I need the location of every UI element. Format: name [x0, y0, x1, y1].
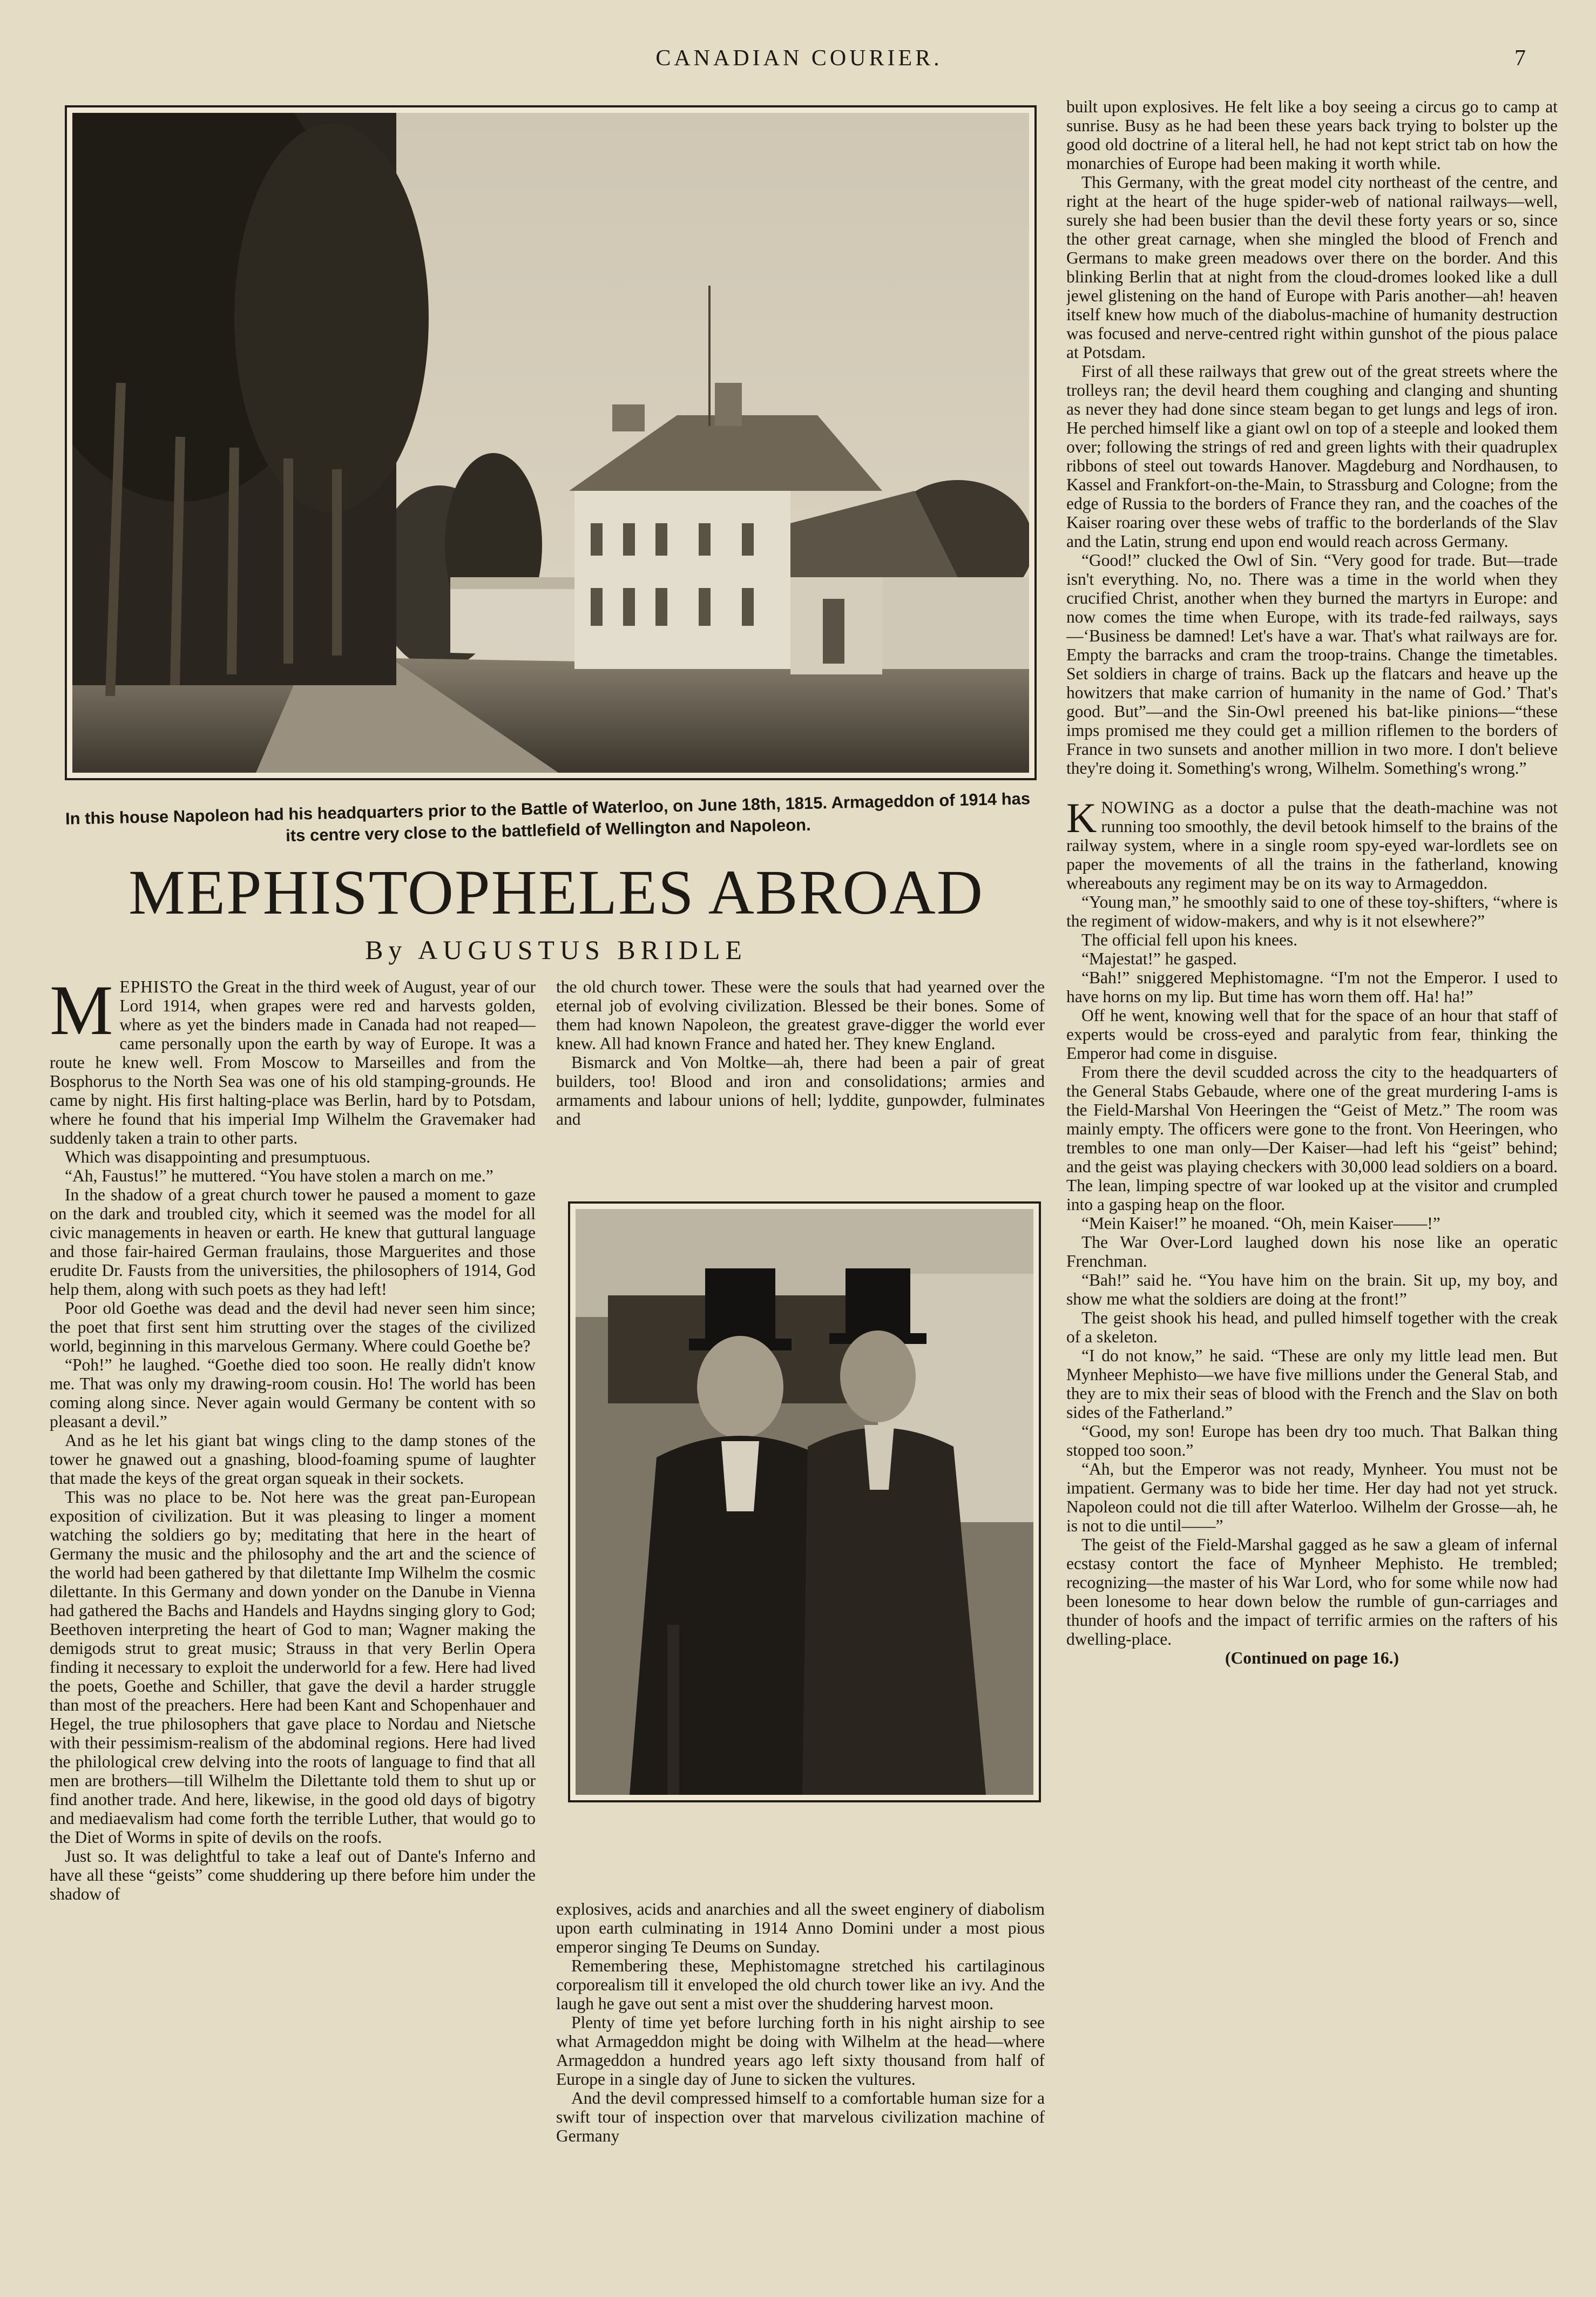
paragraph: “I do not know,” he said. “These are only my little lead men. But Mynheer Mephisto—we have five millions under the General Stab, and they are to mix their seas of blood with the French and the Slav on both sides of the Fatherland.” [1066, 1346, 1558, 1422]
paragraph: explosives, acids and anarchies and all the sweet enginery of diabolism upon earth culminating in 1914 Anno Domini under a most pious emperor singing Te Deums on Sunday. [556, 1900, 1045, 1956]
paragraph: “Poh!” he laughed. “Goethe died too soon. He really didn't know me. That was only my drawing-room cousin. Ho! The world has been coming along since. Never again would Germany be content with so pleasant a devil.” [50, 1355, 536, 1431]
paragraph: built upon explosives. He felt like a boy seeing a circus go to camp at sunrise. Busy as he had been these years back trying to bolster up the good old doctrine of a literal hell, he had not kept strict tab on how the monarchies of Europe had been making it worth while. [1066, 97, 1558, 173]
section-break [1066, 778, 1558, 798]
article-column-2-bottom [556, 1900, 1045, 2224]
paragraph: From there the devil scudded across the city to the headquarters of the General Stabs Gebaude, where one of the great murdering I-ams is the Field-Marshal Von Heeringen the “Geist of Metz.” The room was mainly empty. The officers were gone to the front. Von Heeringen, who trembles to one man only—Der Kaiser—had left his “geist” behind; and the geist was playing checkers with 30,000 lead soldiers on a board. The lean, limping spectre of war looked up at the visitor and crumpled into a gasping heap on the floor. [1066, 1063, 1558, 1214]
paragraph: In the shadow of a great church tower he paused a moment to gaze on the dark and troubled city, which it seemed was the model for all civic managements in heaven or earth. He knew that guttural language and those fair-haired German fraulains, those Marguerites and those erudite Dr. Fausts from the universities, the philosophers of 1914, God help them, along with such poets as they had left! [50, 1185, 536, 1299]
napoleon-photo-caption: In this house Napoleon had his headquarters prior to the Battle of Waterloo, on June 18th, 1815. Armageddon of 1914 has its centre very close to the battlefield of Wellington and Napoleon. [65, 789, 1031, 846]
kitchener-haldane-photo [568, 1201, 1041, 1802]
paragraph: “Bah!” sniggered Mephistomagne. “I'm not the Emperor. I used to have horns on my lip. But time has worn them off. Ha! ha!” [1066, 968, 1558, 1006]
lead-in: EPHISTO [119, 977, 193, 996]
paragraph: Off he went, knowing well that for the space of an hour that staff of experts would be cross-eyed and paralytic from fear, thinking the Emperor had come in disguise. [1066, 1006, 1558, 1063]
paragraph-lead [50, 977, 536, 1147]
paragraph: “Young man,” he smoothly said to one of these toy-shifters, “where is the regiment of widow-makers, and why is it not elsewhere?” [1066, 893, 1558, 930]
paragraph: Just so. It was delightful to take a leaf out of Dante's Inferno and have all these “geists” come shuddering up there before him under the shadow of [50, 1847, 536, 1903]
paragraph: Remembering these, Mephistomagne stretched his cartilaginous corporealism till it enveloped the old church tower like an ivy. And the laugh he gave out sent a mist over the shuddering harvest moon. [556, 1956, 1045, 2013]
paragraph: “Majestat!” he gasped. [1081, 949, 1237, 968]
paragraph: “Good!” clucked the Owl of Sin. “Very good for trade. But—trade isn't everything. No, no. There was a time in the world when they crucified Christ, another when they burned the martyrs in Europe: and now comes the time when Europe, with its trade-fed railways, says—‘Business be damned! Let's have a war. That's what railways are for. Empty the barracks and cram the troop-trains. Change the timetables. Set soldiers in charge of trains. Back up the flatcars and heave up the howitzers that make carrion of humanity in the name of God.’ That's good. But”—and the Sin-Owl preened his bat-like pinions—“these imps promised me they could get a million riflemen to the borders of France in two sunsets and another million in two more. I don't believe they're doing it. Something's wrong, Wilhelm. Something's wrong.” [1066, 551, 1558, 778]
drop-cap-2: K [1066, 794, 1097, 841]
paragraph: And as he let his giant bat wings cling to the damp stones of the tower he gnawed out a gnashing, blood-foaming spume of laughter that made the keys of the great organ squeak in their sockets. [50, 1431, 536, 1488]
paragraph: Which was disappointing and presumptuous. [65, 1147, 371, 1166]
lead-text: the Great in the third week of August, year of our Lord 1914, when grapes were red and harvests golden, where as yet the binders made in Canada had not reaped—came personally upon the earth by way of Europe. It was a route he knew well. From Moscow to Marseilles and from the Bosphorus to the North Sea was one of his old stamping-grounds. He came by night. His first halting-place was Berlin, hard by to Potsdam, where he found that his imperial Imp Wilhelm the Gravemaker had suddenly taken a train to other parts. [50, 977, 536, 1147]
running-head: CANADIAN COURIER. [655, 46, 943, 71]
lead-text-2: as a doctor a pulse that the death-machine was not running too smoothly, the devil betook himself to the brains of the railway system, where in a single room spy-eyed war-lordlets see on paper the movements of all the trains in the fatherland, knowing whereabouts any regiment may be on its way to Armageddon. [1066, 798, 1558, 893]
paragraph: Bismarck and Von Moltke—ah, there had been a pair of great builders, too! Blood and iron and consolidations; armies and armaments and labour unions of hell; lyddite, gunpowder, fulminates and [556, 1053, 1045, 1129]
paragraph: “Ah, but the Emperor was not ready, Mynheer. You must not be impatient. Germany was to bide her time. Her day had not yet struck. Napoleon could not die till after Waterloo. Wilhelm der Grosse—ah, he is not to die until——” [1066, 1460, 1558, 1535]
lead-in-2: NOWING [1101, 798, 1175, 817]
paragraph: the old church tower. These were the souls that had yearned over the eternal job of evolving civilization. Blessed be their bones. Some of them had known Napoleon, the greatest grave-digger the world ever knew. All had known France and hated her. They knew England. [556, 977, 1045, 1053]
paragraph: “Mein Kaiser!” he moaned. “Oh, mein Kaiser——!” [1081, 1214, 1441, 1233]
drop-cap: M [50, 977, 113, 1050]
two-men-illustration [576, 1209, 1033, 1795]
article-column-1 [50, 977, 536, 2241]
paragraph: The War Over-Lord laughed down his nose like an operatic Frenchman. [1066, 1233, 1558, 1271]
paragraph: Poor old Goethe was dead and the devil had never seen him since; the poet that first sent him strutting over the stages of the civilized world, beginning in this marvelous Germany. Where could Goethe be? [50, 1299, 536, 1355]
napoleon-house-photo [65, 105, 1037, 780]
article-byline: By AUGUSTUS BRIDLE [365, 935, 747, 965]
house-landscape-illustration [72, 113, 1029, 773]
paragraph: “Good, my son! Europe has been dry too much. That Balkan thing stopped too soon.” [1066, 1422, 1558, 1460]
article-title: MEPHISTOPHELES ABROAD [129, 857, 984, 928]
paragraph: This Germany, with the great model city northeast of the centre, and right at the heart of the huge spider-web of national railways—well, surely she had been busier than the devil these forty years or so, since the other great carnage, when she mingled the blood of French and Germans to make green meadows over there on the border. And this blinking Berlin that at night from the cloud-dromes looked like a dull jewel glistening on the hand of Europe with Paris another—ah! heaven itself knew how much of the diabolus-machine of humanity destruction was focused and nerve-centred right within gunshot of the pious palace at Potsdam. [1066, 173, 1558, 362]
paragraph: The geist shook his head, and pulled himself together with the creak of a skeleton. [1066, 1308, 1558, 1346]
kitchener-haldane-image [576, 1209, 1033, 1795]
article-column-2-top [556, 977, 1045, 1172]
paragraph: And the devil compressed himself to a comfortable human size for a swift tour of inspection over that marvelous civilization machine of Germany [556, 2089, 1045, 2145]
paragraph: “Ah, Faustus!” he muttered. “You have stolen a march on me.” [65, 1166, 493, 1185]
paragraph: “Bah!” said he. “You have him on the brain. Sit up, my boy, and show me what the soldiers are doing at the front!” [1066, 1271, 1558, 1308]
continued-notice: (Continued on page 16.) [1225, 1649, 1399, 1667]
page-number: 7 [1514, 46, 1526, 71]
paragraph: Plenty of time yet before lurching forth in his night airship to see what Armageddon might be doing with Wilhelm at the head—where Armageddon a hundred years ago left sixty thousand from half of Europe in a single day of June to sicken the vultures. [556, 2013, 1045, 2089]
paragraph: The geist of the Field-Marshal gagged as he saw a gleam of infernal ecstasy contort the face of Mynheer Mephisto. He trembled; recognizing—the master of his War Lord, who for some while now had been lonesome to hear down below the rumble of gun-carriages and thunder of hoofs and the impact of terrific armies on the rafters of his dwelling-place. [1066, 1535, 1558, 1649]
paragraph-lead-2 [1066, 794, 1558, 893]
paragraph: First of all these railways that grew out of the great streets where the trolleys ran; the devil heard them coughing and clanging and shunting as never they had done since steam began to get lungs and legs of iron. He perched himself like a giant owl on top of a steeple and looked them over; following the strings of red and green lights with their quadruplex ribbons of steel out towards Hanover. Magdeburg and Nordhausen, to Kassel and Frankfort-on-the-Main, to Strassburg and Cologne; from the edge of Russia to the borders of France they ran, and the coaches of the Kaiser roaring over these webs of traffic to the borderlands of the Slav and the Latin, strung end upon end would reach across Germany. [1066, 362, 1558, 551]
paragraph: The official fell upon his knees. [1081, 930, 1298, 949]
paragraph: This was no place to be. Not here was the great pan-European exposition of civilization. But it was pleasing to linger a moment watching the soldiers go by; meditating that here in the heart of Germany the music and the philosophy and the art and the science of the world had been gathered by that dilettante Imp Wilhelm the cosmic dilettante. In this Germany and down yonder on the Danube in Vienna had gathered the Bachs and Handels and Haydns singing glory to God; Beethoven interpreting the heart of God to man; Wagner making the demigods strut to great music; Strauss in that very Berlin Opera finding it necessary to exploit the underworld for a few. Here had lived the poets, Goethe and Schiller, that gave the devil a harder struggle than most of the preachers. Here had been Kant and Schopenhauer and Hegel, the true philosophers that gave place to Nordau and Nietsche with their pessimism-realism of the abdominal regions. Here had lived the philological crew delving into the roots of language to find that all men are brothers—till Wilhelm the Dilettante told them to shut up or find another trade. And here, likewise, in the good old days of bigotry and mediaevalism had come forth the terrible Luther, that would go to the Diet of Worms in spite of devils on the roofs. [50, 1488, 536, 1847]
napoleon-house-image [72, 113, 1029, 773]
article-column-3 [1066, 97, 1558, 2235]
